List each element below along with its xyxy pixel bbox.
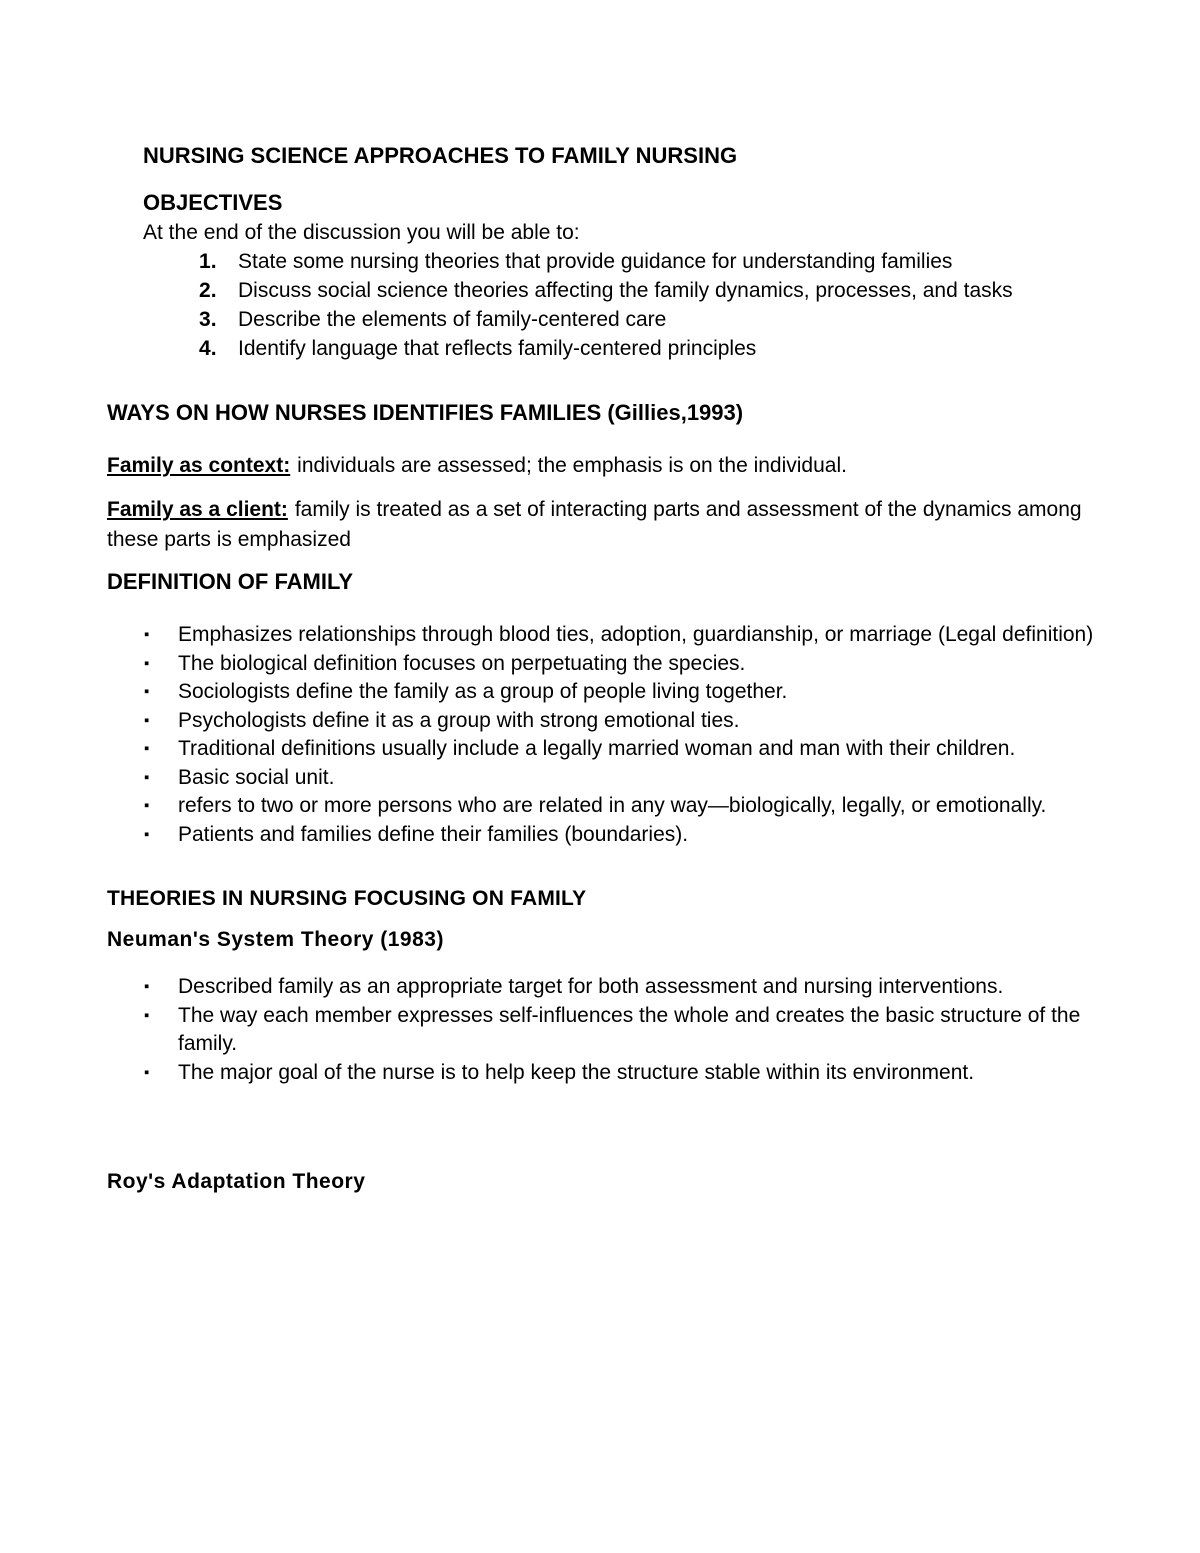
list-item: ▪ The major goal of the nurse is to help keep the structure stable within its environment. — [107, 1059, 1095, 1088]
neuman-theory-list — [107, 973, 1095, 1087]
family-as-client-paragraph — [107, 495, 1095, 555]
family-as-context-term: Family as context: — [107, 454, 291, 477]
family-as-client-text: family is treated as a set of interacting parts and assessment of the dynamics among these parts is emphasized — [107, 498, 1082, 551]
title-and-objectives-section — [143, 145, 1095, 363]
definition-of-family-heading: DEFINITION OF FAMILY — [107, 569, 354, 594]
list-item: ▪ Basic social unit. — [107, 764, 1095, 793]
list-item: ▪ Patients and families define their families (boundaries). — [107, 821, 1095, 850]
family-as-context-text: individuals are assessed; the emphasis is on the individual. — [297, 454, 847, 477]
page-title: NURSING SCIENCE APPROACHES TO FAMILY NURSING — [143, 143, 738, 168]
objectives-heading: OBJECTIVES — [143, 190, 283, 215]
objective-item: Discuss social science theories affecting the family dynamics, processes, and tasks — [238, 279, 1013, 302]
list-item: ▪ The biological definition focuses on perpetuating the species. — [107, 650, 1095, 679]
roys-adaptation-theory-heading: Roy's Adaptation Theory — [107, 1170, 366, 1193]
list-item: ▪ refers to two or more persons who are related in any way—biologically, legally, or emotionally. — [107, 792, 1095, 821]
objectives-intro: At the end of the discussion you will be able to: — [143, 221, 580, 244]
list-item: ▪ The way each member expresses self-influences the whole and creates the basic structure of the family. — [107, 1002, 1095, 1059]
list-item: ▪ Emphasizes relationships through blood ties, adoption, guardianship, or marriage (Legal definition) — [107, 621, 1095, 650]
objective-item: State some nursing theories that provide guidance for understanding families — [238, 250, 953, 273]
body-section — [107, 401, 1095, 1194]
family-definition-list — [107, 621, 1095, 849]
objective-item: Describe the elements of family-centered care — [238, 308, 667, 331]
objective-item: Identify language that reflects family-centered principles — [238, 337, 757, 360]
list-item: ▪ Psychologists define it as a group with strong emotional ties. — [107, 707, 1095, 736]
family-as-client-term: Family as a client: — [107, 498, 288, 521]
theories-in-nursing-heading: THEORIES IN NURSING FOCUSING ON FAMILY — [107, 887, 587, 910]
neuman-system-theory-heading: Neuman's System Theory (1983) — [107, 928, 444, 951]
list-item: ▪ Sociologists define the family as a group of people living together. — [107, 678, 1095, 707]
objectives-list — [143, 247, 1095, 363]
family-as-context-paragraph — [107, 451, 1095, 481]
ways-nurses-identify-families-heading: WAYS ON HOW NURSES IDENTIFIES FAMILIES (Gillies,1993) — [107, 400, 744, 425]
list-item: ▪ Described family as an appropriate target for both assessment and nursing interventions. — [107, 973, 1095, 1002]
list-item: ▪ Traditional definitions usually include a legally married woman and man with their children. — [107, 735, 1095, 764]
